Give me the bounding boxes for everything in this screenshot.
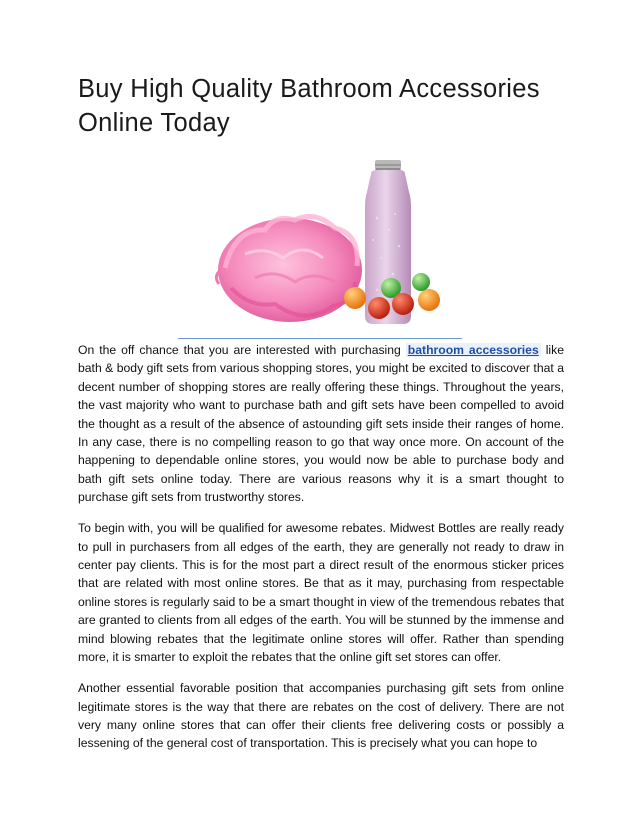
paragraph bbox=[78, 341, 564, 507]
pink-bath-sponge bbox=[216, 216, 362, 322]
article-body bbox=[78, 341, 564, 765]
paragraph: To begin with, you will be qualified for awesome rebates. Midwest Bottles are really ready to pull in purchasers from all edges of the earth, they are generally not ready to draw in center pay clients. This is for the most part a direct result of the enormous sticker prices that are related with most online stores. Be that as it may, purchasing from respectable online stores is regularly said to be a smart thought in view of the tremendous rebates that are granted to clients from all edges of the earth. You will be stunned by the immense and mind blowing rebates that the legitimate online stores will offer. Rather than spending more, it is smarter to exploit the rebates that the online gift set stores can offer. bbox=[78, 521, 564, 665]
paragraph: Another essential favorable position that accompanies purchasing gift sets from online legitimate stores is the way that there are rebates on the cost of delivery. There are not very many online stores that can offer their clients free delivering costs or possibly a lessening of the general cost of transportation. This is precisely what you can hope to bbox=[78, 681, 564, 751]
image-divider bbox=[178, 338, 462, 339]
bathroom-accessories-link[interactable]: bathroom accessories bbox=[407, 343, 539, 357]
page-title: Buy High Quality Bathroom Accessories Online Today bbox=[78, 75, 540, 137]
product-photo bbox=[195, 158, 455, 338]
bath-products-photo-icon bbox=[195, 158, 455, 338]
paragraph-text: On the off chance that you are interested with purchasing bbox=[78, 343, 406, 357]
paragraph-text: like bath & body gift sets from various shopping stores, you might be excited to discover that a decent number of shopping stores are really offering these things. Throughout the years, the vast majority who want to purchase bath and gift sets have been compelled to avoid the thought as a result of the absence of astounding gift sets inside their ranges of home. In any case, there is no compelling reason to go that way once more. On account of the happening to dependable online stores, you would now be able to purchase body and bath gift sets online today. There are various reasons why it is a smart thought to purchase gift sets from trustworthy stores. bbox=[78, 343, 564, 505]
